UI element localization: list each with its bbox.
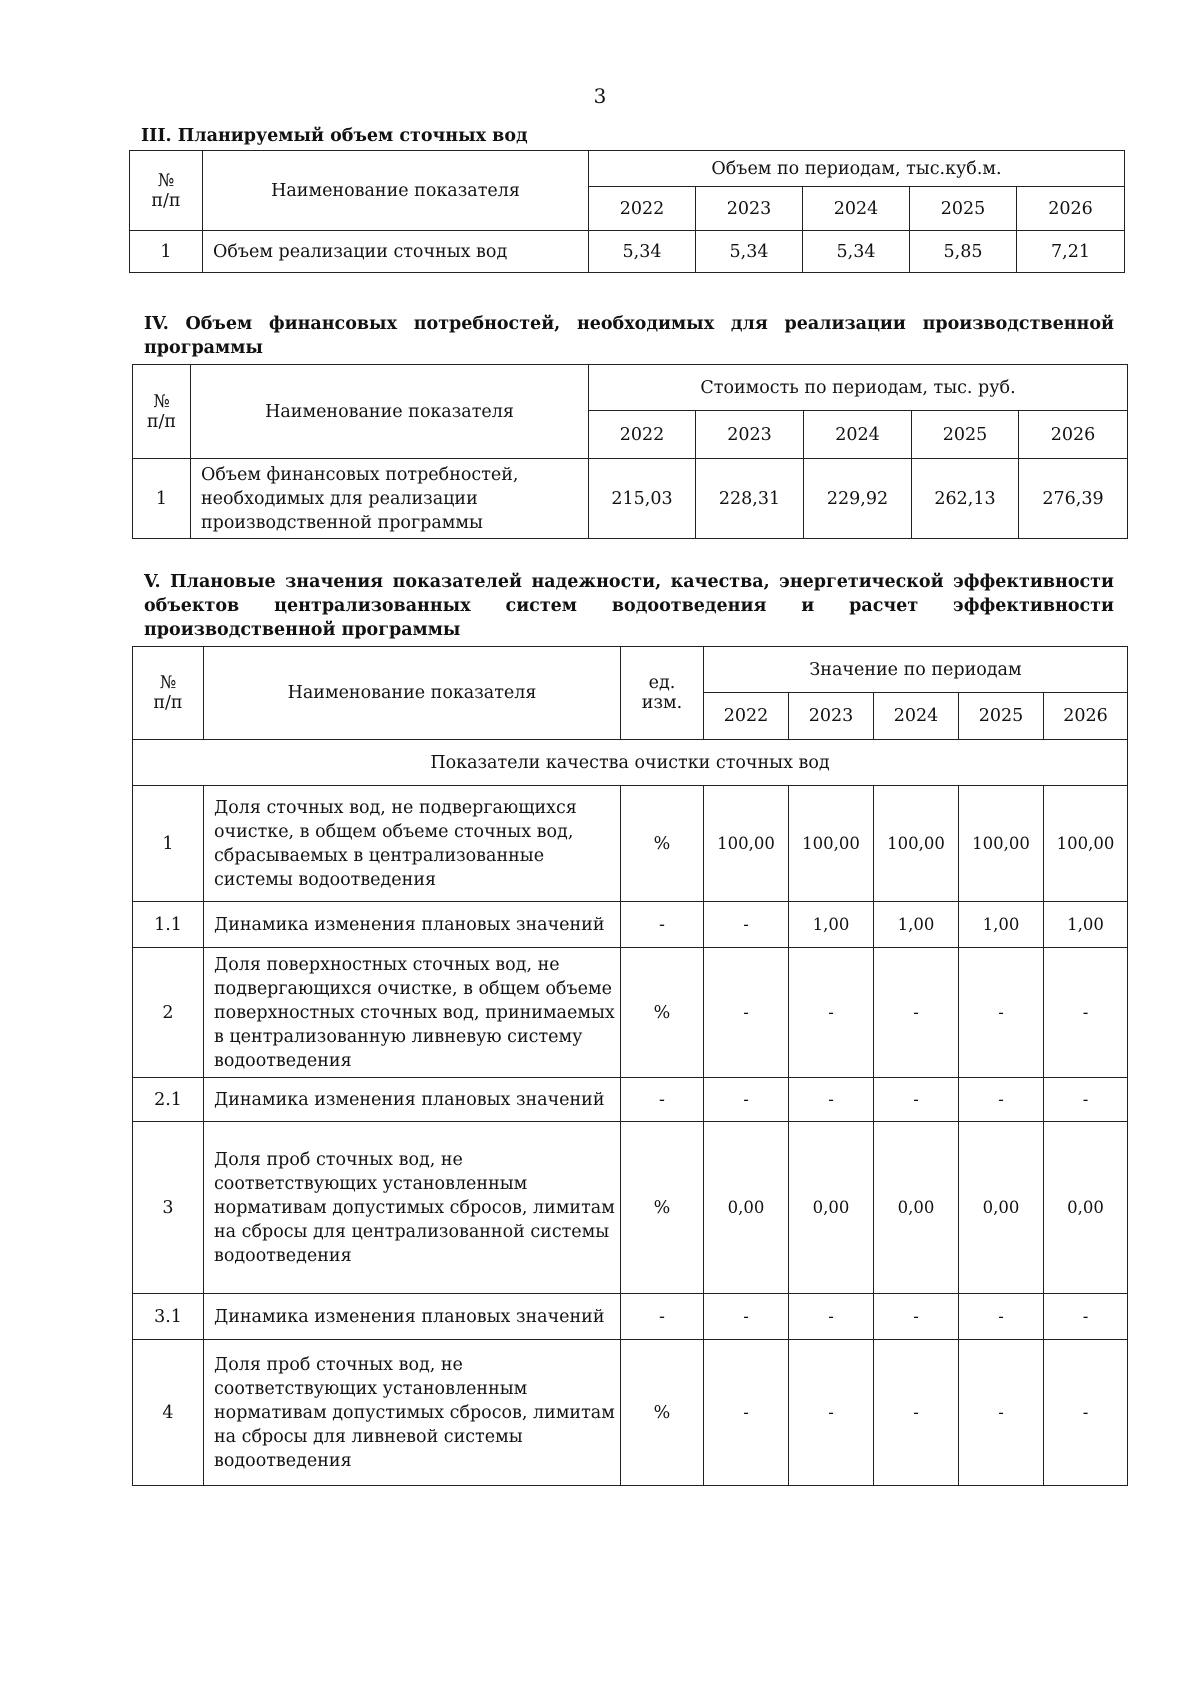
row-name: Динамика изменения плановых значений <box>204 1078 621 1122</box>
row-number: 4 <box>133 1340 204 1486</box>
row-name: Доля поверхностных сточных вод, не подвергающихся очистке, в общем объеме поверхностных сточных вод, принимаемых в централизованную ливневую систему водоотведения <box>204 948 621 1078</box>
row-value: - <box>704 1340 789 1486</box>
year-header: 2023 <box>696 411 804 459</box>
year-header: 2022 <box>589 187 696 231</box>
num-header <box>133 365 191 459</box>
row-value: 0,00 <box>874 1122 959 1294</box>
name-header: Наименование показателя <box>203 151 589 231</box>
row-value: 215,03 <box>589 459 696 539</box>
row-value: 228,31 <box>696 459 804 539</box>
section-3-title: III. Планируемый объем сточных вод <box>141 126 528 146</box>
row-value: 100,00 <box>959 786 1044 902</box>
year-header: 2026 <box>1017 187 1125 231</box>
row-unit: % <box>621 1340 704 1486</box>
row-value: 5,34 <box>589 231 696 273</box>
row-number: 3.1 <box>133 1294 204 1340</box>
row-value: - <box>959 948 1044 1078</box>
period-group-header: Стоимость по периодам, тыс. руб. <box>589 365 1128 411</box>
name-header: Наименование показателя <box>204 647 621 740</box>
row-value: - <box>959 1078 1044 1122</box>
row-number: 3 <box>133 1122 204 1294</box>
row-value: 229,92 <box>804 459 912 539</box>
year-header: 2024 <box>803 187 910 231</box>
row-unit: % <box>621 948 704 1078</box>
row-value: - <box>874 1340 959 1486</box>
row-name: Доля проб сточных вод, не соответствующих установленным нормативам допустимых сбросов, лимитам на сбросы для централизованной системы водоотведения <box>204 1122 621 1294</box>
table-row <box>133 1340 1128 1486</box>
row-value: - <box>959 1294 1044 1340</box>
num-header-abbr: п/п <box>153 693 183 713</box>
row-value: 0,00 <box>704 1122 789 1294</box>
row-unit: % <box>621 1122 704 1294</box>
unit-header <box>621 647 704 740</box>
period-group-header: Объем по периодам, тыс.куб.м. <box>589 151 1125 187</box>
table-row <box>130 231 1125 273</box>
financial-needs-table <box>132 364 1128 539</box>
row-value: 1,00 <box>874 902 959 948</box>
page-number: 3 <box>593 84 607 108</box>
row-value: - <box>704 1294 789 1340</box>
table-row <box>133 948 1128 1078</box>
row-value: 100,00 <box>1044 786 1128 902</box>
row-value: - <box>1044 948 1128 1078</box>
quality-indicators-group-row: Показатели качества очистки сточных вод <box>133 740 1128 786</box>
year-header: 2026 <box>1019 411 1128 459</box>
table-row <box>133 1122 1128 1294</box>
row-value: - <box>1044 1078 1128 1122</box>
row-value: 0,00 <box>789 1122 874 1294</box>
table-row <box>133 1078 1128 1122</box>
row-number: 1 <box>130 231 203 273</box>
row-value: - <box>874 1294 959 1340</box>
row-value: - <box>704 1078 789 1122</box>
row-value: 1,00 <box>959 902 1044 948</box>
row-value: 100,00 <box>874 786 959 902</box>
planned-indicators-table <box>132 646 1128 1486</box>
table-row <box>133 1294 1128 1340</box>
row-name: Доля проб сточных вод, не соответствующих установленным нормативам допустимых сбросов, лимитам на сбросы для ливневой системы водоотведения <box>204 1340 621 1486</box>
row-name: Объем реализации сточных вод <box>203 231 589 273</box>
row-name: Доля сточных вод, не подвергающихся очистке, в общем объеме сточных вод, сбрасываемых в централизованные системы водоотведения <box>204 786 621 902</box>
year-header: 2022 <box>589 411 696 459</box>
year-header: 2022 <box>704 693 789 740</box>
row-name: Динамика изменения плановых значений <box>204 902 621 948</box>
section-5-title: V. Плановые значения показателей надежности, качества, энергетической эффективности объектов централизованных систем водоотведения и расчет эффективности производственной программы <box>144 572 1114 640</box>
row-unit: - <box>621 1294 704 1340</box>
name-header: Наименование показателя <box>191 365 589 459</box>
row-name: Объем финансовых потребностей, необходимых для реализации производственной программы <box>191 459 589 539</box>
year-header: 2026 <box>1044 693 1128 740</box>
row-value: 5,34 <box>803 231 910 273</box>
row-name: Динамика изменения плановых значений <box>204 1294 621 1340</box>
row-value: 262,13 <box>912 459 1019 539</box>
row-value: 100,00 <box>704 786 789 902</box>
year-header: 2023 <box>789 693 874 740</box>
row-value: - <box>789 1340 874 1486</box>
row-number: 1 <box>133 459 191 539</box>
planned-wastewater-volume-table <box>129 150 1125 273</box>
row-value: - <box>959 1340 1044 1486</box>
row-value: 7,21 <box>1017 231 1125 273</box>
row-value: - <box>874 948 959 1078</box>
year-header: 2025 <box>912 411 1019 459</box>
row-value: 5,34 <box>696 231 803 273</box>
row-unit: % <box>621 786 704 902</box>
row-value: - <box>874 1078 959 1122</box>
table-row <box>133 902 1128 948</box>
year-header: 2024 <box>874 693 959 740</box>
num-header-symbol: № <box>157 170 175 191</box>
unit-header-line1: ед. <box>648 673 676 693</box>
row-value: 5,85 <box>910 231 1017 273</box>
num-header-symbol: № <box>159 673 177 693</box>
year-header: 2023 <box>696 187 803 231</box>
row-number: 1 <box>133 786 204 902</box>
row-value: - <box>704 948 789 1078</box>
year-header: 2024 <box>804 411 912 459</box>
period-group-header: Значение по периодам <box>704 647 1128 693</box>
row-value: - <box>1044 1340 1128 1486</box>
row-value: - <box>789 1294 874 1340</box>
row-value: - <box>789 948 874 1078</box>
unit-header-line2: изм. <box>641 693 683 713</box>
row-value: 276,39 <box>1019 459 1128 539</box>
table-row <box>133 459 1128 539</box>
row-value: 0,00 <box>959 1122 1044 1294</box>
year-header: 2025 <box>910 187 1017 231</box>
row-value: 1,00 <box>1044 902 1128 948</box>
year-header: 2025 <box>959 693 1044 740</box>
row-number: 1.1 <box>133 902 204 948</box>
num-header-abbr: п/п <box>151 190 181 211</box>
row-value: - <box>704 902 789 948</box>
row-value: 0,00 <box>1044 1122 1128 1294</box>
row-number: 2 <box>133 948 204 1078</box>
num-header <box>133 647 204 740</box>
num-header <box>130 151 203 231</box>
row-value: 1,00 <box>789 902 874 948</box>
row-value: - <box>1044 1294 1128 1340</box>
num-header-abbr: п/п <box>146 411 177 432</box>
num-header-symbol: № <box>153 391 170 412</box>
row-unit: - <box>621 902 704 948</box>
row-value: 100,00 <box>789 786 874 902</box>
row-unit: - <box>621 1078 704 1122</box>
row-value: - <box>789 1078 874 1122</box>
row-number: 2.1 <box>133 1078 204 1122</box>
section-4-title: IV. Объем финансовых потребностей, необходимых для реализации производственной программы <box>144 314 1114 358</box>
table-row <box>133 786 1128 902</box>
